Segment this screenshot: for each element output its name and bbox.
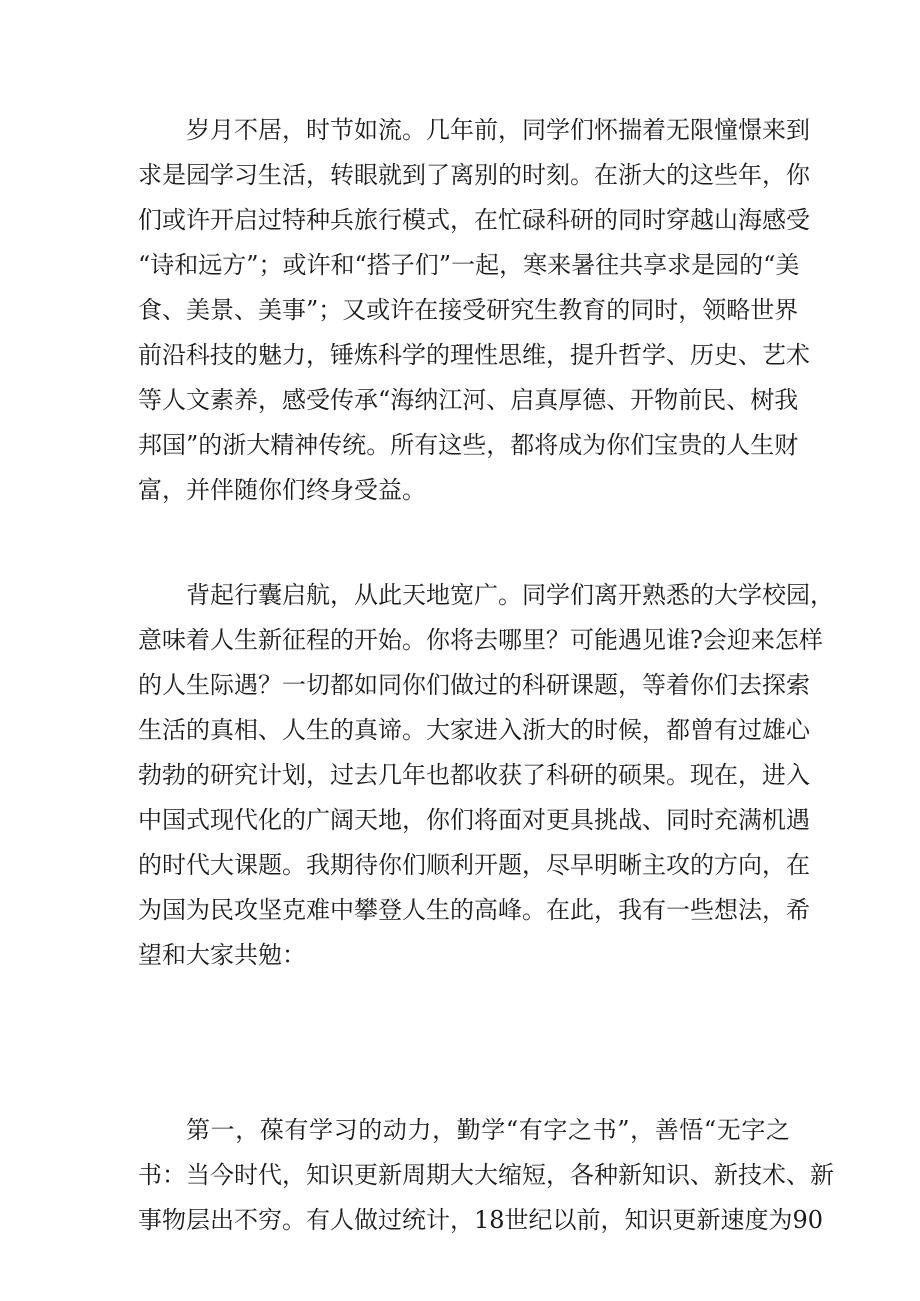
text-line: 岁月不居，时节如流。几年前，同学们怀揣着无限憧憬来到 (186, 116, 810, 144)
text-line: 的时代大课题。我期待你们顺利开题，尽早明晰主攻的方向，在 (138, 851, 810, 879)
text-line: 事物层出不穷。有人做过统计，18世纪以前，知识更新速度为90 (138, 1206, 824, 1234)
text-line: 书：当今时代，知识更新周期大大缩短，各种新知识、新技术、新 (138, 1161, 834, 1189)
text-line: 中国式现代化的广阔天地，你们将面对更具挑战、同时充满机遇 (138, 806, 810, 834)
text-line: 勃勃的研究计划，过去几年也都收获了科研的硕果。现在，进入 (138, 761, 810, 789)
text-line: 前沿科技的魅力，锤炼科学的理性思维，提升哲学、历史、艺术 (138, 341, 810, 369)
text-line: 邦国”的浙大精神传统。所有这些，都将成为你们宝贵的人生财 (138, 431, 799, 459)
text-line: 们或许开启过特种兵旅行模式，在忙碌科研的同时穿越山海感受 (138, 206, 810, 234)
text-line: “诗和远方”；或许和“搭子们”一起，寒来暑往共享求是园的“美 (138, 251, 800, 279)
text-line: 意味着人生新征程的开始。你将去哪里？可能遇见谁?会迎来怎样 (138, 626, 823, 654)
text-line: 求是园学习生活，转眼就到了离别的时刻。在浙大的这些年，你 (138, 161, 810, 189)
text-line: 望和大家共勉： (138, 941, 306, 969)
text-line: 生活的真相、人生的真谛。大家进入浙大的时候，都曾有过雄心 (138, 716, 810, 744)
text-line: 第一，葆有学习的动力，勤学“有字之书”，善悟“无字之 (186, 1116, 790, 1144)
text-line: 富，并伴随你们终身受益。 (138, 476, 426, 504)
text-line: 背起行囊启航，从此天地宽广。同学们离开熟悉的大学校园， (186, 581, 834, 609)
text-line: 食、美景、美事”；又或许在接受研究生教育的同时，领略世界 (138, 296, 799, 324)
text-line: 等人文素养，感受传承“海纳江河、启真厚德、开物前民、树我 (138, 386, 799, 414)
text-line: 的人生际遇？一切都如同你们做过的科研课题，等着你们去探索 (138, 671, 810, 699)
text-line: 为国为民攻坚克难中攀登人生的高峰。在此，我有一些想法，希 (138, 896, 810, 924)
